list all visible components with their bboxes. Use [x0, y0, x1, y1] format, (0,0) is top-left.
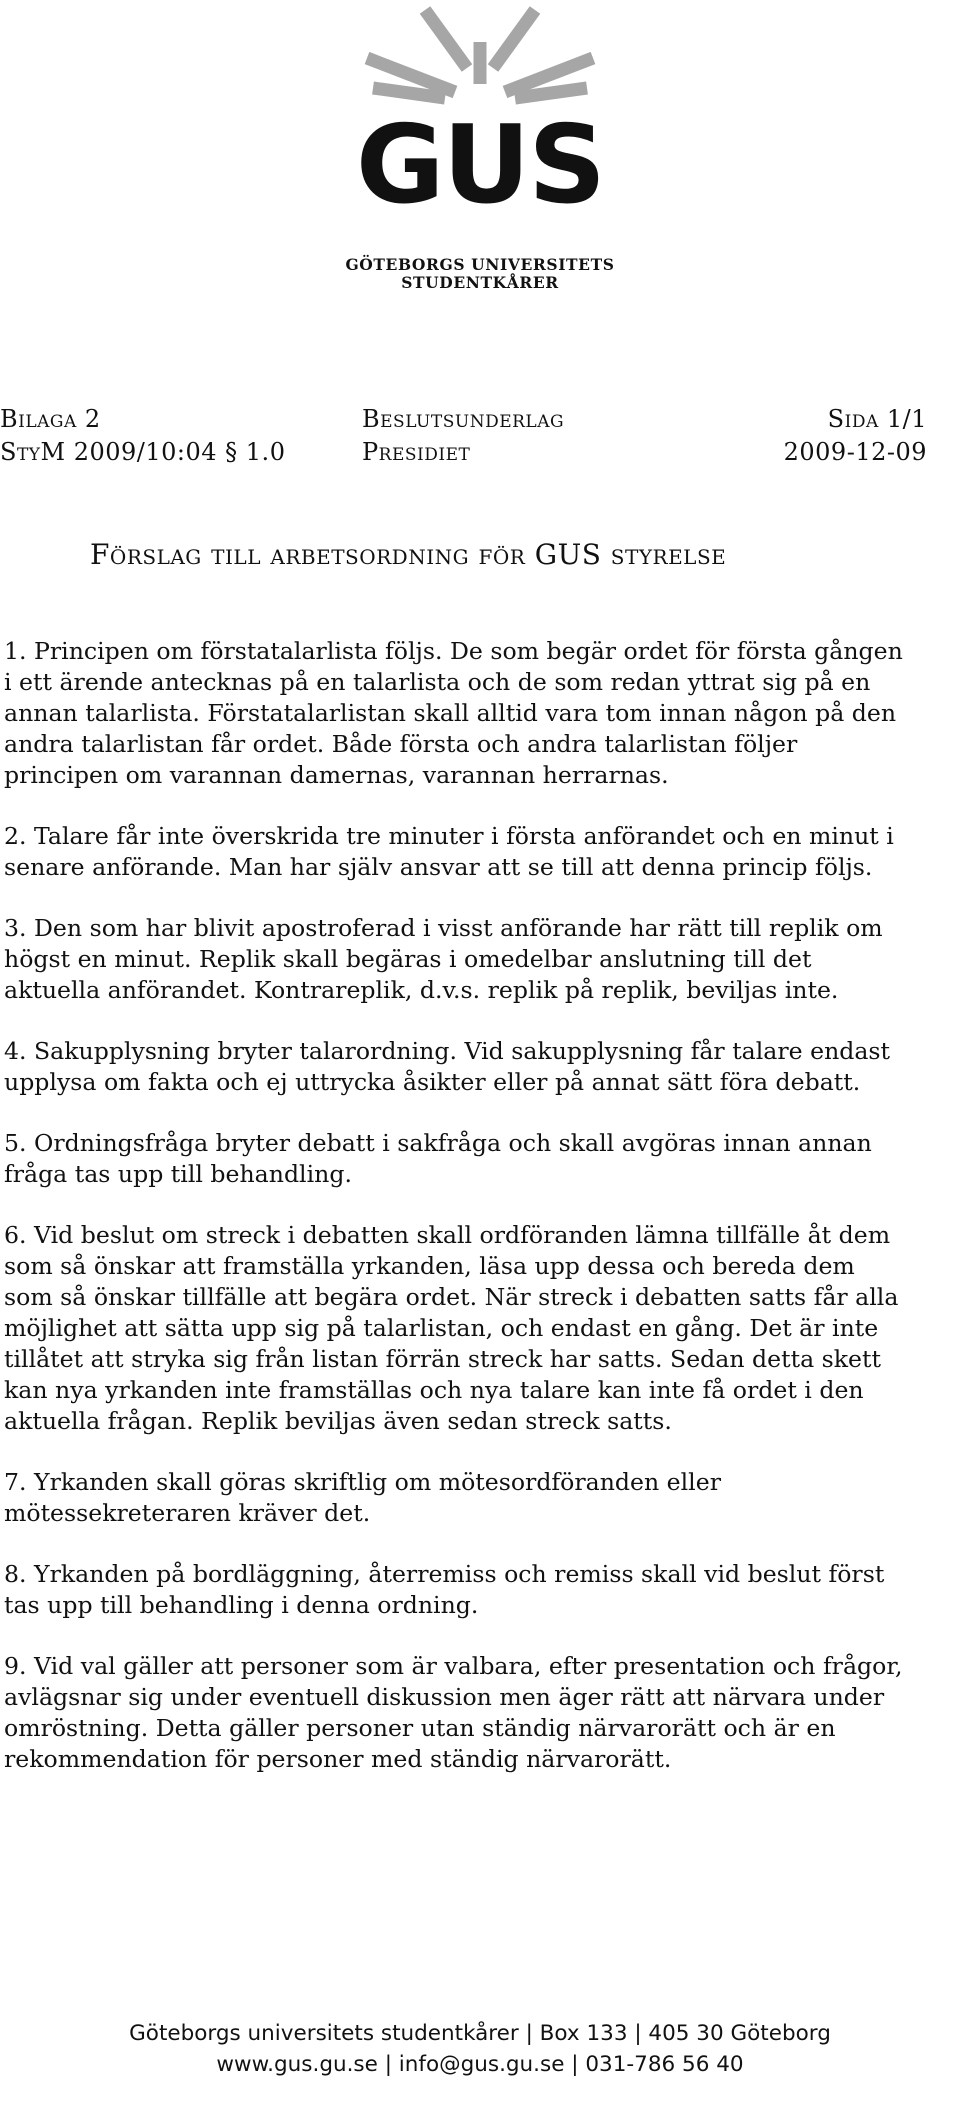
rule-line: 1. Principen om förstatalarlista följs. De som begär ordet för första gången — [4, 637, 903, 665]
logo-ray — [425, 10, 467, 68]
gus-logo-graphic — [345, 0, 615, 295]
document-date: 2009-12-09 — [783, 438, 927, 466]
rule-line: tillåtet att stryka sig från listan förrän streck har satts. Sedan detta skett — [4, 1345, 881, 1373]
rule-line: principen om varannan damernas, varannan herrarnas. — [4, 761, 669, 789]
logo-subtitle-line2: STUDENTKÅRER — [401, 273, 559, 292]
document-type-label: Beslutsunderlag — [362, 405, 565, 433]
rule-item — [4, 636, 949, 791]
rule-line: rekommendation för personer med ständig närvarorätt. — [4, 1745, 672, 1773]
rule-item — [4, 821, 949, 883]
reference-number: StyM 2009/10:04 § 1.0 — [0, 438, 286, 466]
logo-subtitle-line1: GÖTEBORGS UNIVERSITETS — [345, 255, 615, 274]
rule-item — [4, 1467, 949, 1529]
rule-item — [4, 1036, 949, 1098]
rule-line: 6. Vid beslut om streck i debatten skall ordföranden lämna tillfälle åt dem — [4, 1221, 891, 1249]
footer-address: Göteborgs universitets studentkårer | Box 133 | 405 30 Göteborg — [129, 2021, 831, 2046]
rule-line: som så önskar att framställa yrkanden, läsa upp dessa och bereda dem — [4, 1252, 855, 1280]
logo-ray — [493, 10, 535, 68]
rule-line: fråga tas upp till behandling. — [4, 1160, 352, 1188]
rule-line: 8. Yrkanden på bordläggning, återremiss och remiss skall vid beslut först — [4, 1560, 885, 1588]
rule-line: 4. Sakupplysning bryter talarordning. Vid sakupplysning får talare endast — [4, 1037, 891, 1065]
rule-item — [4, 913, 949, 1006]
rule-line: möjlighet att sätta upp sig på talarlistan, och endast en gång. Det är inte — [4, 1314, 879, 1342]
footer-contact: www.gus.gu.se | info@gus.gu.se | 031-786 56 40 — [216, 2052, 744, 2077]
rule-line: 2. Talare får inte överskrida tre minuter i första anförandet och en minut i — [4, 822, 894, 850]
issuer-label: Presidiet — [362, 438, 471, 466]
rule-line: omröstning. Detta gäller personer utan ständig närvarorätt och är en — [4, 1714, 836, 1742]
rule-line: kan nya yrkanden inte framställas och nya talare kan inte få ordet i den — [4, 1376, 864, 1404]
rule-line: tas upp till behandling i denna ordning. — [4, 1591, 479, 1619]
rule-line: andra talarlistan får ordet. Både första och andra talarlistan följer — [4, 730, 798, 758]
rule-line: avlägsnar sig under eventuell diskussion men äger rätt att närvara under — [4, 1683, 885, 1711]
rule-line: aktuella frågan. Replik beviljas även sedan streck satts. — [4, 1407, 672, 1435]
rule-line: 3. Den som har blivit apostroferad i visst anförande har rätt till replik om — [4, 914, 883, 942]
logo-wordmark: GUS — [355, 103, 605, 228]
rule-item — [4, 1220, 949, 1437]
rule-line: senare anförande. Man har själv ansvar att se till att denna princip följs. — [4, 853, 873, 881]
rule-line: i ett ärende antecknas på en talarlista och de som redan yttrat sig på en — [4, 668, 871, 696]
rule-line: som så önskar tillfälle att begära ordet. När streck i debatten satts får alla — [4, 1283, 899, 1311]
rule-line: 7. Yrkanden skall göras skriftlig om mötesordföranden eller — [4, 1468, 721, 1496]
rule-line: 5. Ordningsfråga bryter debatt i sakfråga och skall avgöras innan annan — [4, 1129, 872, 1157]
rule-item — [4, 1651, 949, 1775]
footer — [0, 2018, 960, 2080]
rule-item — [4, 1559, 949, 1621]
rule-item — [4, 1128, 949, 1190]
rules-list — [4, 636, 949, 1805]
attachment-label: Bilaga 2 — [0, 405, 101, 433]
rule-line: upplysa om fakta och ej uttrycka åsikter eller på annat sätt föra debatt. — [4, 1068, 861, 1096]
rule-line: mötessekreteraren kräver det. — [4, 1499, 371, 1527]
document-title: Förslag till arbetsordning för GUS styrelse — [90, 538, 727, 571]
rule-line: annan talarlista. Förstatalarlistan skall alltid vara tom innan någon på den — [4, 699, 897, 727]
gus-logo — [345, 0, 615, 295]
rule-line: högst en minut. Replik skall begäras i omedelbar anslutning till det — [4, 945, 812, 973]
page-number: Sida 1/1 — [827, 405, 927, 433]
rule-line: aktuella anförandet. Kontrareplik, d.v.s. replik på replik, beviljas inte. — [4, 976, 839, 1004]
logo-rays — [367, 10, 593, 98]
rule-line: 9. Vid val gäller att personer som är valbara, efter presentation och frågor, — [4, 1652, 903, 1680]
